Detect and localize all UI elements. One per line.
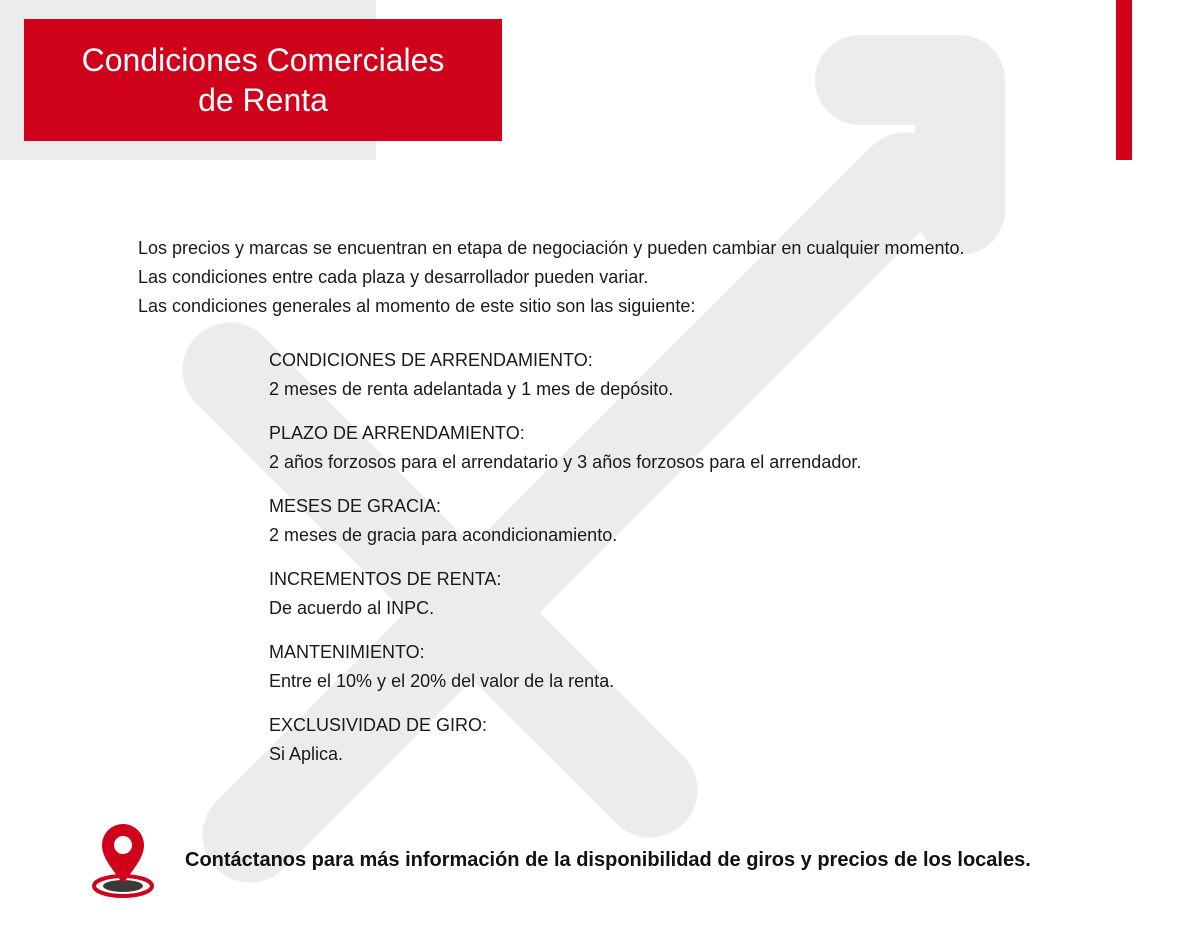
condition-heading: MESES DE GRACIA: — [269, 496, 442, 516]
condition-text: 2 años forzosos para el arrendatario y 3 años forzosos para el arrendador. — [269, 452, 862, 472]
intro-text — [138, 234, 965, 321]
condition-text: Si Aplica. — [269, 744, 344, 764]
accent-bar — [1116, 0, 1132, 160]
condition-item-incrementos — [269, 565, 861, 638]
condition-text: De acuerdo al INPC. — [269, 598, 435, 618]
title-banner — [24, 19, 502, 141]
contact-text: Contáctanos para más información de la disponibilidad de giros y precios de los locales. — [185, 849, 1031, 871]
condition-heading: PLAZO DE ARRENDAMIENTO: — [269, 423, 525, 443]
condition-text: 2 meses de gracia para acondicionamiento. — [269, 525, 618, 545]
condition-item-mantenimiento — [269, 638, 861, 711]
conditions-list — [269, 346, 861, 784]
condition-heading: EXCLUSIVIDAD DE GIRO: — [269, 715, 488, 735]
condition-item-gracia — [269, 492, 861, 565]
condition-item-arrendamiento — [269, 346, 861, 419]
intro-line: Las condiciones entre cada plaza y desarrollador pueden variar. — [138, 267, 649, 287]
intro-line: Los precios y marcas se encuentran en etapa de negociación y pueden cambiar en cualquier momento. — [138, 238, 965, 258]
condition-item-exclusividad — [269, 711, 861, 784]
condition-heading: MANTENIMIENTO: — [269, 642, 425, 662]
condition-heading: CONDICIONES DE ARRENDAMIENTO: — [269, 350, 593, 370]
location-pin-icon — [88, 822, 158, 902]
contact-footer — [88, 822, 1148, 902]
condition-text: 2 meses de renta adelantada y 1 mes de depósito. — [269, 379, 674, 399]
page-title — [48, 40, 478, 120]
condition-heading: INCREMENTOS DE RENTA: — [269, 569, 502, 589]
page-title-line-2: de Renta — [198, 82, 328, 118]
condition-item-plazo — [269, 419, 861, 492]
page-title-line-1: Condiciones Comerciales — [81, 42, 445, 78]
intro-line: Las condiciones generales al momento de este sitio son las siguiente: — [138, 296, 696, 316]
condition-text: Entre el 10% y el 20% del valor de la renta. — [269, 671, 615, 691]
